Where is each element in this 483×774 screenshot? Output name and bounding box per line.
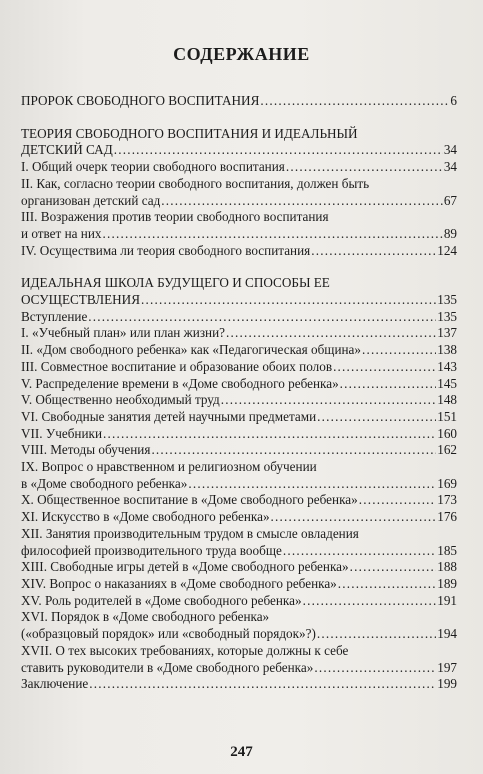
toc-entry-title: VI. Свободные занятия детей научными предметами	[21, 408, 317, 424]
toc-entry-page: 162	[437, 442, 457, 458]
toc-entry-page: 6	[450, 93, 457, 108]
dot-leader	[338, 576, 436, 593]
toc-entry-page: 176	[437, 509, 457, 525]
toc-entry-page: 173	[437, 492, 457, 508]
dot-leader	[286, 159, 443, 176]
toc-entry-page: 34	[443, 159, 457, 175]
toc-entry-title-line: ТЕОРИЯ СВОБОДНОГО ВОСПИТАНИЯ И ИДЕАЛЬНЫЙ	[21, 125, 358, 141]
table-of-contents	[21, 93, 457, 693]
toc-entry	[21, 576, 457, 593]
dot-leader	[303, 593, 437, 610]
toc-entry	[21, 543, 457, 560]
toc-entry-title-line: IX. Вопрос о нравственном и религиозном обучении	[21, 459, 317, 475]
toc-entry-page: 151	[437, 408, 457, 424]
toc-entry-title: Вступление	[21, 308, 88, 324]
toc-section	[21, 275, 457, 693]
toc-entry-page: 160	[437, 425, 457, 441]
dot-leader	[188, 476, 436, 493]
toc-entry-page: 89	[443, 225, 457, 241]
toc-entry-page: 148	[437, 392, 457, 408]
toc-entry	[21, 476, 457, 493]
toc-entry-title-line: ИДЕАЛЬНАЯ ШКОЛА БУДУЩЕГО И СПОСОБЫ ЕЕ	[21, 275, 330, 291]
dot-leader	[103, 226, 443, 243]
toc-entry-title: VII. Учебники	[21, 425, 103, 441]
toc-entry-title: («образцовый порядок» или «свободный порядок»?)	[21, 626, 316, 642]
toc-entry-page: 124	[437, 242, 457, 258]
toc-entry-page: 191	[437, 592, 457, 608]
toc-entry-title: V. Распределение времени в «Доме свободного ребенка»	[21, 375, 339, 391]
toc-entry-title-line: III. Возражения против теории свободного воспитания	[21, 209, 329, 225]
toc-entry-title: и ответ на них	[21, 225, 102, 241]
toc-entry	[21, 509, 457, 526]
dot-leader	[114, 142, 443, 159]
toc-entry-title: VIII. Методы обучения	[21, 442, 151, 458]
toc-entry-title: I. Общий очерк теории свободного воспитания	[21, 159, 285, 175]
toc-entry-title: IV. Осуществима ли теория свободного воспитания	[21, 242, 311, 258]
dot-leader	[317, 626, 436, 643]
toc-entry	[21, 660, 457, 677]
toc-entry	[21, 359, 457, 376]
page-title: СОДЕРЖАНИЕ	[173, 44, 310, 64]
toc-entry-title-line: XVII. О тех высоких требованиях, которые должны к себе	[21, 642, 349, 658]
toc-entry-title: ставить руководители в «Доме свободного ребенка»	[21, 659, 314, 675]
dot-leader	[226, 325, 436, 342]
toc-entry	[21, 309, 457, 326]
toc-entry-page: 199	[437, 676, 457, 692]
toc-section	[21, 126, 457, 260]
toc-entry-title: ПРОРОК СВОБОДНОГО ВОСПИТАНИЯ	[21, 93, 260, 108]
toc-entry-title: XV. Роль родителей в «Доме свободного ребенка»	[21, 592, 302, 608]
toc-entry-title: ОСУЩЕСТВЛЕНИЯ	[21, 292, 140, 308]
dot-leader	[350, 559, 437, 576]
toc-entry	[21, 392, 457, 409]
toc-entry-page: 145	[437, 375, 457, 391]
dot-leader	[359, 492, 436, 509]
dot-leader	[311, 243, 436, 260]
dot-leader	[283, 543, 436, 560]
toc-entry-title: I. «Учебный план» или план жизни?	[21, 325, 226, 341]
toc-entry	[21, 376, 457, 393]
toc-entry-title: X. Общественное воспитание в «Доме свободного ребенка»	[21, 492, 358, 508]
toc-entry	[21, 559, 457, 576]
toc-entry	[21, 292, 457, 309]
toc-entry-title: Заключение	[21, 676, 89, 692]
toc-section	[21, 93, 457, 110]
toc-entry-page: 185	[437, 542, 457, 558]
toc-entry-title: философией производительного труда вообще	[21, 542, 282, 558]
toc-entry-title: XI. Искусство в «Доме свободного ребенка»	[21, 509, 270, 525]
toc-entry-title-line: XVI. Порядок в «Доме свободного ребенка»	[21, 609, 270, 625]
toc-entry-title: XIII. Свободные игры детей в «Доме свободного ребенка»	[21, 559, 349, 575]
toc-entry	[21, 159, 457, 176]
dot-leader	[271, 509, 437, 526]
toc-entry-page: 137	[437, 325, 457, 341]
dot-leader	[333, 359, 436, 376]
toc-entry-page: 67	[443, 192, 457, 208]
toc-entry	[21, 193, 457, 210]
toc-entry-page: 138	[437, 342, 457, 358]
dot-leader	[221, 392, 436, 409]
toc-entry	[21, 243, 457, 260]
toc-entry-page: 189	[437, 575, 457, 591]
dot-leader	[103, 426, 436, 443]
toc-entry	[21, 676, 457, 693]
toc-entry-page: 143	[437, 358, 457, 374]
toc-entry-page: 135	[437, 292, 457, 308]
toc-entry	[21, 93, 457, 110]
dot-leader	[317, 409, 436, 426]
toc-entry-page: 188	[437, 559, 457, 575]
dot-leader	[161, 193, 443, 210]
toc-entry-title: ДЕТСКИЙ САД	[21, 142, 113, 158]
toc-entry-title-line: II. Как, согласно теории свободного воспитания, должен быть	[21, 175, 370, 191]
toc-entry-title: V. Общественно необходимый труд	[21, 392, 220, 408]
dot-leader	[141, 292, 436, 309]
toc-entry	[21, 409, 457, 426]
dot-leader	[260, 93, 449, 110]
dot-leader	[340, 376, 437, 393]
toc-entry	[21, 325, 457, 342]
toc-entry	[21, 492, 457, 509]
toc-entry-title: III. Совместное воспитание и образование обоих полов	[21, 358, 333, 374]
dot-leader	[362, 342, 436, 359]
toc-entry-title: II. «Дом свободного ребенка» как «Педагогическая община»	[21, 342, 362, 358]
toc-entry	[21, 342, 457, 359]
toc-entry-page: 135	[437, 308, 457, 324]
dot-leader	[89, 676, 436, 693]
toc-entry-page: 169	[437, 475, 457, 491]
page-number: 247	[230, 744, 253, 760]
toc-entry	[21, 442, 457, 459]
toc-entry	[21, 226, 457, 243]
toc-entry-title-line: XII. Занятия производительным трудом в смысле овладения	[21, 525, 359, 541]
toc-entry-title: XIV. Вопрос о наказаниях в «Доме свободного ребенка»	[21, 575, 337, 591]
toc-entry	[21, 426, 457, 443]
toc-entry-page: 197	[437, 659, 457, 675]
toc-entry-page: 34	[443, 142, 457, 158]
toc-entry-title: организован детский сад	[21, 192, 161, 208]
dot-leader	[314, 660, 436, 677]
toc-entry-title: в «Доме свободного ребенка»	[21, 475, 188, 491]
toc-entry	[21, 593, 457, 610]
dot-leader	[88, 309, 436, 326]
toc-entry-page: 194	[437, 626, 457, 642]
dot-leader	[151, 442, 436, 459]
toc-entry	[21, 626, 457, 643]
toc-entry	[21, 142, 457, 159]
